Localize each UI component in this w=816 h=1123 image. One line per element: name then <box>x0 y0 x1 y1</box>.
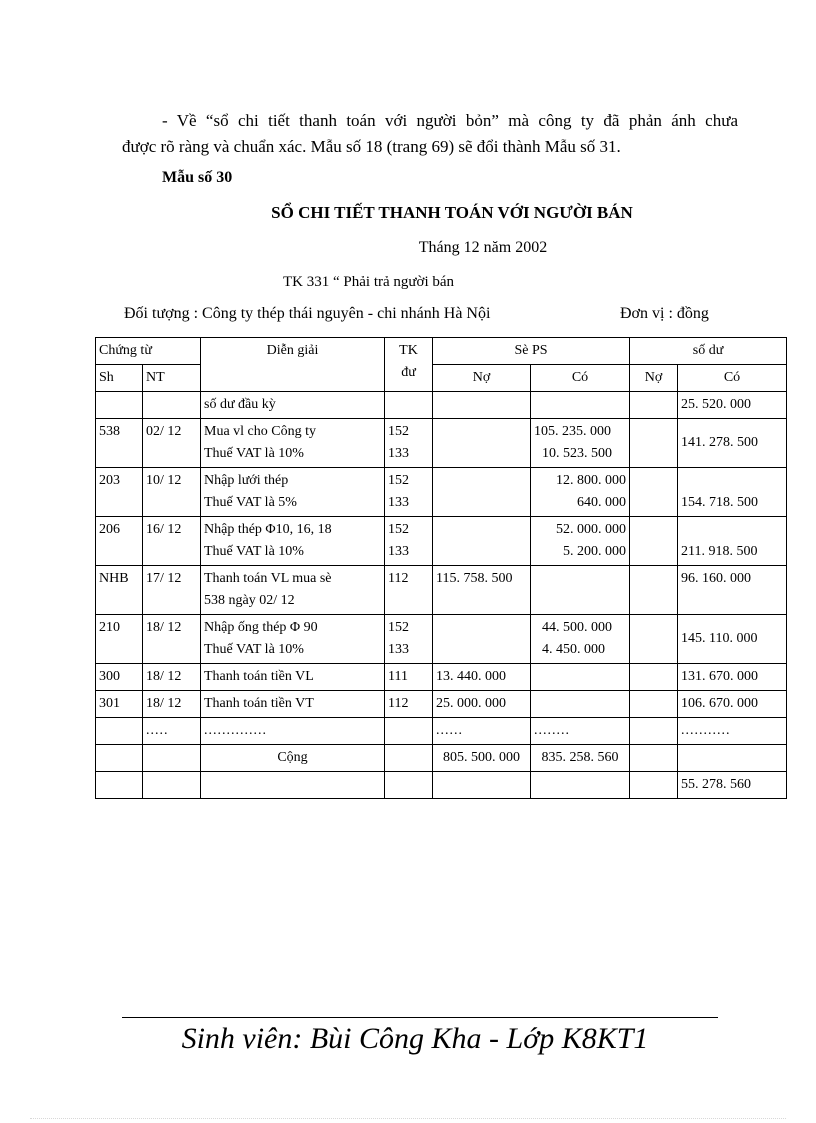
row-balance: 154. 718. 500 <box>678 468 787 517</box>
intro-paragraph-line-2: được rõ ràng và chuẩn xác. Mẫu số 18 (trang 69) sẽ đổi thành Mẫu số 31. <box>122 137 621 156</box>
row-nt: 18/ 12 <box>143 615 201 664</box>
row-sh: 301 <box>96 691 143 718</box>
row-debit <box>433 517 531 566</box>
header-voucher: Chứng từ <box>96 338 201 365</box>
total-label: Cộng <box>201 745 385 772</box>
row-description-line: Thuế VAT là 5% <box>204 495 297 510</box>
row-description-line: Nhập thép Φ10, 16, 18 <box>204 522 332 537</box>
row-credit-amount: 10. 523. 500 <box>542 446 612 461</box>
table-row <box>96 615 787 664</box>
row-nt: 16/ 12 <box>143 517 201 566</box>
row-description-line: Thuế VAT là 10% <box>204 544 304 559</box>
header-sh: Sh <box>96 365 143 392</box>
row-description-line: Thuế VAT là 10% <box>204 446 304 461</box>
row-credit-amount: 105. 235. 000 <box>534 424 611 439</box>
ledger-period: Tháng 12 năm 2002 <box>418 239 548 256</box>
table-header-row <box>96 338 787 365</box>
row-tk-line: 133 <box>388 495 409 510</box>
ledger-table <box>95 337 787 799</box>
row-debit <box>433 419 531 468</box>
row-credit-amount: 12. 800. 000 <box>556 473 627 488</box>
row-description <box>201 517 385 566</box>
row-description-line: Thanh toán VL mua sè <box>204 571 332 586</box>
row-description-line: 538 ngày 02/ 12 <box>204 593 295 608</box>
row-balance: 141. 278. 500 <box>678 419 787 468</box>
row-tk <box>385 468 433 517</box>
row-nt: 17/ 12 <box>143 566 201 615</box>
row-tk-line: 133 <box>388 642 409 657</box>
row-tk-line: 133 <box>388 544 409 559</box>
table-row-ellipsis <box>96 718 787 745</box>
opening-credit-balance: 25. 520. 000 <box>678 392 787 419</box>
row-nt: 10/ 12 <box>143 468 201 517</box>
ellipsis-description: .............. <box>201 718 385 745</box>
header-ps: Sè PS <box>433 338 630 365</box>
row-credit <box>531 419 630 468</box>
row-debit: 25. 000. 000 <box>433 691 531 718</box>
row-balance: 106. 670. 000 <box>678 691 787 718</box>
header-description: Diễn giải <box>201 338 385 392</box>
table-row <box>96 517 787 566</box>
footer-divider <box>122 1017 718 1018</box>
ellipsis-debit: ...... <box>433 718 531 745</box>
table-subheader-row <box>96 365 787 392</box>
row-balance: 211. 918. 500 <box>678 517 787 566</box>
row-nt: 02/ 12 <box>143 419 201 468</box>
row-description <box>201 468 385 517</box>
row-tk: 111 <box>385 664 433 691</box>
row-balance: 131. 670. 000 <box>678 664 787 691</box>
row-credit-amount: 5. 200. 000 <box>563 544 627 559</box>
row-description <box>201 419 385 468</box>
table-row <box>96 468 787 517</box>
header-tk <box>385 338 433 392</box>
opening-label: số dư đầu kỳ <box>201 392 385 419</box>
row-tk-line: 152 <box>388 473 409 488</box>
page-edge-divider <box>30 1118 786 1119</box>
row-credit-amount: 640. 000 <box>577 495 627 510</box>
row-credit-amount: 52. 000. 000 <box>556 522 627 537</box>
row-debit-amount: 115. 758. 500 <box>436 571 513 586</box>
table-row <box>96 691 787 718</box>
row-sh: 206 <box>96 517 143 566</box>
header-balance: số dư <box>630 338 787 365</box>
row-tk <box>385 419 433 468</box>
row-tk-line: 152 <box>388 424 409 439</box>
row-tk-line: 152 <box>388 522 409 537</box>
header-tk-line1: TK <box>399 343 418 358</box>
row-credit-amount: 44. 500. 000 <box>542 620 612 635</box>
row-description-line: Nhập ống thép Φ 90 <box>204 620 318 635</box>
ellipsis-balance: ........... <box>678 718 787 745</box>
ledger-title: SỔ CHI TIẾT THANH TOÁN VỚI NGƯỜI BÁN <box>271 203 633 222</box>
row-sh: 300 <box>96 664 143 691</box>
header-debit: Nợ <box>433 365 531 392</box>
row-tk: 112 <box>385 691 433 718</box>
row-sh: 210 <box>96 615 143 664</box>
row-description-line: Thuế VAT là 10% <box>204 642 304 657</box>
ledger-unit: Đơn vị : đồng <box>620 305 709 322</box>
sample-label: Mẫu số 30 <box>162 169 233 186</box>
row-tk-line: 152 <box>388 620 409 635</box>
table-row-closing <box>96 772 787 799</box>
header-nt: NT <box>143 365 201 392</box>
ellipsis-credit: ........ <box>531 718 630 745</box>
row-debit <box>433 468 531 517</box>
header-credit: Có <box>531 365 630 392</box>
table-row-total <box>96 745 787 772</box>
row-debit: 13. 440. 000 <box>433 664 531 691</box>
row-description <box>201 566 385 615</box>
row-sh: 203 <box>96 468 143 517</box>
ellipsis-nt: ..... <box>143 718 201 745</box>
footer-student-line: Sinh viên: Bùi Công Kha - Lớp K8KT1 <box>181 1022 649 1055</box>
row-description: Thanh toán tiền VT <box>201 691 385 718</box>
row-sh: NHB <box>96 566 143 615</box>
total-credit: 835. 258. 560 <box>531 745 630 772</box>
table-row <box>96 419 787 468</box>
row-debit <box>433 566 531 615</box>
row-description-line: Nhập lưới thép <box>204 473 289 488</box>
table-row-opening <box>96 392 787 419</box>
row-credit <box>531 517 630 566</box>
row-description <box>201 615 385 664</box>
intro-paragraph-line-1: - Về “sổ chi tiết thanh toán với người bỏn” mà công ty đã phản ánh chưa <box>162 111 738 130</box>
row-nt: 18/ 12 <box>143 664 201 691</box>
row-tk: 112 <box>385 566 433 615</box>
ledger-object: Đối tượng : Công ty thép thái nguyên - chi nhánh Hà Nội <box>124 305 491 322</box>
row-balance: 145. 110. 000 <box>678 615 787 664</box>
row-credit <box>531 615 630 664</box>
row-sh: 538 <box>96 419 143 468</box>
row-tk <box>385 615 433 664</box>
closing-credit-balance: 55. 278. 560 <box>678 772 787 799</box>
header-tk-line2: đư <box>401 365 416 380</box>
ledger-account: TK 331 “ Phải trả người bán <box>283 274 455 290</box>
header-balance-debit: Nợ <box>630 365 678 392</box>
row-description-line: Mua vl cho Công ty <box>204 424 316 439</box>
row-credit-amount: 4. 450. 000 <box>542 642 605 657</box>
row-debit <box>433 615 531 664</box>
total-debit: 805. 500. 000 <box>433 745 531 772</box>
row-balance: 96. 160. 000 <box>678 566 787 615</box>
row-tk-line: 133 <box>388 446 409 461</box>
header-balance-credit: Có <box>678 365 787 392</box>
row-description: Thanh toán tiền VL <box>201 664 385 691</box>
table-row <box>96 566 787 615</box>
table-row <box>96 664 787 691</box>
row-tk <box>385 517 433 566</box>
row-nt: 18/ 12 <box>143 691 201 718</box>
row-credit <box>531 468 630 517</box>
